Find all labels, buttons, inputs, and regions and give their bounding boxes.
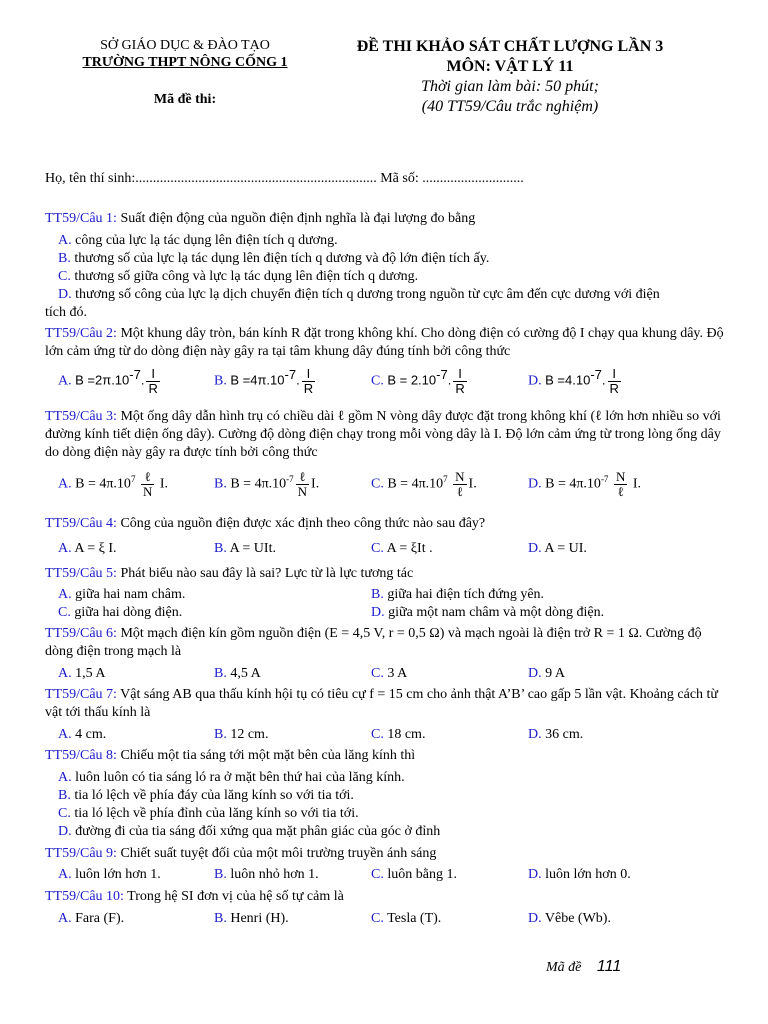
numerator: I — [608, 367, 621, 382]
option-text: 9 A — [541, 666, 565, 681]
option-text: tích đó. — [45, 305, 87, 320]
formula: B = 4π.10 — [541, 476, 601, 492]
option-letter: C. — [371, 911, 384, 926]
exponent: -7 — [286, 474, 294, 485]
q8-option-d[interactable] — [58, 823, 440, 841]
formula: B =2π.10 — [75, 372, 130, 388]
option-text: giữa một nam châm và một dòng điện. — [384, 605, 605, 620]
exam-code-label: Mã đề thi: — [153, 92, 217, 107]
denominator: R — [303, 380, 314, 396]
question-5 — [45, 565, 725, 583]
q4-option-b[interactable] — [214, 540, 276, 558]
option-text: tia ló lệch về phía đỉnh của lăng kính so với tia tới. — [70, 806, 359, 821]
q2-option-a[interactable] — [58, 366, 162, 396]
formula: B =4.10 — [545, 372, 591, 388]
q4-option-d[interactable] — [528, 540, 587, 558]
numerator: I — [146, 367, 159, 382]
option-letter: C. — [371, 373, 384, 389]
option-letter: C. — [58, 806, 71, 821]
q1-option-a[interactable] — [58, 232, 338, 250]
option-text: 18 cm. — [383, 727, 426, 742]
question-text: Chiếu một tia sáng tới một mặt bên của lăng kính thì — [116, 748, 416, 763]
q6-option-c[interactable] — [371, 665, 407, 683]
option-letter: D. — [58, 287, 72, 302]
question-number: TT59/Câu 7: — [45, 687, 117, 702]
option-letter: A. — [58, 587, 72, 602]
option-text: A = UIt. — [226, 541, 276, 556]
formula-tail: I. — [156, 476, 168, 492]
q10-option-d[interactable] — [528, 910, 611, 928]
question-text: Phát biểu nào sau đây là sai? Lực từ là lực tương tác — [116, 566, 414, 581]
q2-option-b[interactable] — [214, 366, 317, 396]
option-letter: D. — [528, 867, 542, 882]
option-letter: B. — [214, 867, 227, 882]
exam-count: (40 TT59/Câu trắc nghiệm) — [421, 98, 599, 115]
numerator: I — [453, 367, 466, 382]
option-letter: A. — [58, 541, 72, 556]
question-text: Một mạch điện kín gồm nguồn điện (E = 4,5 V, r = 0,5 Ω) và mạch ngoài là điện trở R = 1 Ω. Cường độ dòng điện trong mạch là — [45, 626, 702, 659]
option-letter: D. — [528, 727, 542, 742]
option-letter: C. — [371, 867, 384, 882]
fraction — [614, 470, 627, 499]
q10-option-a[interactable] — [58, 910, 124, 928]
option-letter: D. — [528, 666, 542, 681]
option-letter: B. — [214, 666, 227, 681]
option-text: tia ló lệch về phía đáy của lăng kính so với tia tới. — [70, 788, 354, 803]
question-text: Một khung dây tròn, bán kính R đặt trong không khí. Cho dòng điện có cường độ I chạy qua khung dây. Độ lớn cảm ứng từ do dòng điện này gây ra tại tâm khung dây đúng tính bởi công thức — [45, 326, 724, 359]
option-letter: C. — [371, 666, 384, 681]
fraction — [141, 470, 154, 499]
option-letter: B. — [58, 251, 71, 266]
option-text: thương số công của lực lạ dịch chuyển điện tích q dương trong nguồn từ cực âm đến cực dương với điện — [71, 287, 660, 302]
fraction — [453, 367, 466, 396]
numerator: N — [615, 469, 626, 484]
question-number: TT59/Câu 8: — [45, 748, 117, 763]
option-letter: A. — [58, 666, 72, 681]
option-text: giữa hai dòng điện. — [70, 605, 183, 620]
formula: B = 4π.10 — [383, 476, 444, 492]
denominator: R — [609, 380, 619, 396]
formula-dot: . — [140, 372, 145, 388]
option-letter: D. — [528, 373, 542, 389]
option-letter: A. — [58, 373, 72, 389]
question-7 — [45, 686, 725, 722]
option-text: luôn nhỏ hơn 1. — [226, 867, 319, 882]
q2-option-d[interactable] — [528, 366, 623, 396]
formula-dot: . — [296, 372, 300, 388]
question-2 — [45, 325, 725, 361]
q8-option-a[interactable] — [58, 769, 405, 787]
question-text: Trong hệ SI đơn vị của hệ số tự cảm là — [123, 889, 344, 904]
option-letter: B. — [58, 788, 71, 803]
numerator: N — [455, 469, 465, 484]
denominator: ℓ — [456, 484, 463, 499]
option-letter: B. — [214, 911, 227, 926]
q4-option-c[interactable] — [371, 540, 433, 558]
q6-option-d[interactable] — [528, 665, 565, 683]
exponent: -7 — [600, 474, 609, 485]
question-3 — [45, 408, 725, 462]
option-text: 4 cm. — [71, 727, 107, 742]
question-text: Suất điện động của nguồn điện định nghĩa là đại lượng đo bằng — [116, 211, 476, 226]
exam-title: ĐỀ THI KHẢO SÁT CHẤT LƯỢNG LẦN 3 — [356, 38, 664, 55]
option-letter: B. — [214, 373, 227, 389]
option-text: 1,5 A — [71, 666, 106, 681]
option-text: giữa hai nam châm. — [71, 587, 186, 602]
option-letter: A. — [58, 770, 72, 785]
q6-option-b[interactable] — [214, 665, 261, 683]
question-number: TT59/Câu 2: — [45, 326, 117, 341]
q1-option-d-cont — [45, 304, 87, 322]
formula: B = 4π.10 — [71, 476, 131, 492]
option-text: 12 cm. — [226, 727, 269, 742]
formula: B = 4π.10 — [226, 476, 287, 492]
q7-option-c[interactable] — [371, 726, 425, 744]
option-letter: C. — [371, 541, 384, 556]
formula-tail: I. — [468, 476, 477, 492]
option-letter: C. — [58, 269, 71, 284]
q7-option-b[interactable] — [214, 726, 268, 744]
option-text: công của lực lạ tác dụng lên điện tích q dương. — [71, 233, 338, 248]
option-text: luôn bằng 1. — [383, 867, 457, 882]
formula: B = 2.10 — [387, 372, 437, 388]
footer-code-number: 111 — [596, 958, 622, 975]
q1-option-d[interactable] — [58, 286, 660, 304]
option-text: giữa hai điện tích đứng yên. — [383, 587, 545, 602]
numerator: ℓ — [141, 470, 154, 485]
option-letter: A. — [58, 476, 72, 492]
option-text: Fara (F). — [71, 911, 125, 926]
option-text: luôn luôn có tia sáng ló ra ở mặt bên thứ hai của lăng kính. — [71, 770, 405, 785]
q1-option-b[interactable] — [58, 250, 489, 268]
option-letter: A. — [58, 727, 72, 742]
question-number: TT59/Câu 1: — [45, 211, 117, 226]
exam-time: Thời gian làm bài: 50 phút; — [421, 78, 599, 95]
option-letter: A. — [58, 867, 72, 882]
question-9 — [45, 845, 725, 863]
fraction — [146, 367, 159, 396]
q5-option-d[interactable] — [371, 604, 604, 622]
q9-option-b[interactable] — [214, 866, 319, 884]
option-text: Tesla (T). — [383, 911, 442, 926]
exponent: -7 — [590, 367, 602, 382]
question-10 — [45, 888, 725, 906]
question-text: Một ống dây dẫn hình trụ có chiều dài ℓ gồm N vòng dây được đặt trong không khí (ℓ lớn hơn nhiều so với đường kính tiết diện ống dây). Cường độ dòng điện chạy trong mỗi vòng dây là I. Độ lớn cảm ứng từ trong lòng ống dây do dòng điện này gây ra được tính bởi công thức — [45, 409, 721, 460]
question-text: Chiết suất tuyệt đối của một môi trường truyền ánh sáng — [116, 846, 437, 861]
q1-option-c[interactable] — [58, 268, 418, 286]
denominator: ℓ — [617, 484, 624, 499]
option-text: 4,5 A — [226, 666, 261, 681]
footer-code — [546, 958, 621, 976]
numerator: ℓ — [296, 470, 309, 485]
header-dept: SỞ GIÁO DỤC & ĐÀO TẠO — [100, 38, 270, 53]
question-number: TT59/Câu 6: — [45, 626, 117, 641]
header-school: TRƯỜNG THPT NÔNG CỐNG 1 — [82, 55, 288, 70]
formula-tail: I. — [311, 476, 320, 492]
formula-dot: . — [601, 372, 606, 388]
option-letter: A. — [58, 233, 72, 248]
q8-option-c[interactable] — [58, 805, 359, 823]
q2-option-c[interactable] — [371, 366, 469, 396]
option-text: luôn lớn hơn 0. — [541, 867, 631, 882]
option-text: A = UI. — [541, 541, 587, 556]
question-6 — [45, 625, 725, 661]
option-text: 3 A — [383, 666, 408, 681]
exponent: -7 — [129, 367, 141, 382]
option-letter: B. — [214, 727, 227, 742]
q6-option-a[interactable] — [58, 665, 105, 683]
option-letter: B. — [371, 587, 384, 602]
option-text: A = ξIt . — [383, 541, 433, 556]
q3-option-a[interactable] — [58, 470, 168, 499]
option-text: Vêbe (Wb). — [541, 911, 611, 926]
q10-option-b[interactable] — [214, 910, 289, 928]
question-1 — [45, 210, 725, 228]
formula: B =4π.10 — [230, 372, 285, 388]
question-number: TT59/Câu 3: — [45, 409, 117, 424]
option-text: thương số giữa công và lực lạ tác dụng lên điện tích q dương. — [70, 269, 419, 284]
option-letter: A. — [58, 911, 72, 926]
numerator: I — [302, 367, 315, 382]
q9-option-d[interactable] — [528, 866, 631, 884]
option-text: đường đi của tia sáng đối xứng qua mặt phân giác của góc ở đỉnh — [71, 824, 441, 839]
exam-subject: MÔN: VẬT LÝ 11 — [446, 58, 574, 75]
option-letter: D. — [528, 541, 542, 556]
option-letter: D. — [528, 476, 542, 492]
exponent: -7 — [436, 367, 448, 382]
q3-option-b[interactable] — [214, 470, 319, 499]
option-letter: C. — [371, 727, 384, 742]
question-number: TT59/Câu 10: — [45, 889, 124, 904]
exponent: -7 — [284, 367, 297, 382]
option-letter: C. — [371, 476, 384, 492]
question-number: TT59/Câu 4: — [45, 516, 117, 531]
q7-option-d[interactable] — [528, 726, 583, 744]
option-text: luôn lớn hơn 1. — [71, 867, 161, 882]
q9-option-a[interactable] — [58, 866, 161, 884]
student-info-line: Họ, tên thí sinh:..................................................................... Mã số: ............................. — [45, 171, 524, 186]
q4-option-a[interactable] — [58, 540, 117, 558]
denominator: N — [297, 484, 308, 499]
denominator: R — [455, 380, 465, 396]
option-letter: B. — [214, 541, 227, 556]
fraction — [608, 367, 621, 396]
q3-option-d[interactable] — [528, 470, 641, 499]
question-text: Công của nguồn điện được xác định theo công thức nào sau đây? — [116, 516, 486, 531]
formula-dot: . — [447, 372, 452, 388]
option-letter: C. — [58, 605, 71, 620]
option-text: A = ξ I. — [71, 541, 117, 556]
formula-tail: I. — [629, 476, 641, 492]
q10-option-c[interactable] — [371, 910, 441, 928]
q5-option-a[interactable] — [58, 586, 185, 604]
q5-option-c[interactable] — [58, 604, 182, 622]
option-letter: D. — [371, 605, 385, 620]
exponent: 7 — [130, 474, 136, 485]
option-text: 36 cm. — [541, 727, 584, 742]
question-4 — [45, 515, 725, 533]
fraction — [296, 470, 309, 499]
question-number: TT59/Câu 5: — [45, 566, 117, 581]
q5-option-b[interactable] — [371, 586, 544, 604]
exponent: 7 — [443, 474, 448, 485]
question-text: Vật sáng AB qua thấu kính hội tụ có tiêu cự f = 15 cm cho ảnh thật A’B’ cao gấp 5 lần vật. Khoảng cách từ vật tới thấu kính là — [45, 687, 719, 720]
denominator: N — [142, 484, 153, 499]
q7-option-a[interactable] — [58, 726, 106, 744]
option-text: thương số của lực lạ tác dụng lên điện tích q dương và độ lớn điện tích ấy. — [70, 251, 490, 266]
footer-label: Mã đề — [546, 960, 582, 975]
q8-option-b[interactable] — [58, 787, 354, 805]
question-8 — [45, 747, 725, 765]
q9-option-c[interactable] — [371, 866, 457, 884]
fraction — [453, 470, 466, 499]
denominator: R — [148, 380, 158, 396]
fraction — [302, 367, 315, 396]
option-letter: D. — [58, 824, 72, 839]
option-letter: B. — [214, 476, 227, 492]
question-number: TT59/Câu 9: — [45, 846, 117, 861]
q3-option-c[interactable] — [371, 470, 477, 499]
option-text: Henri (H). — [226, 911, 289, 926]
option-letter: D. — [528, 911, 542, 926]
